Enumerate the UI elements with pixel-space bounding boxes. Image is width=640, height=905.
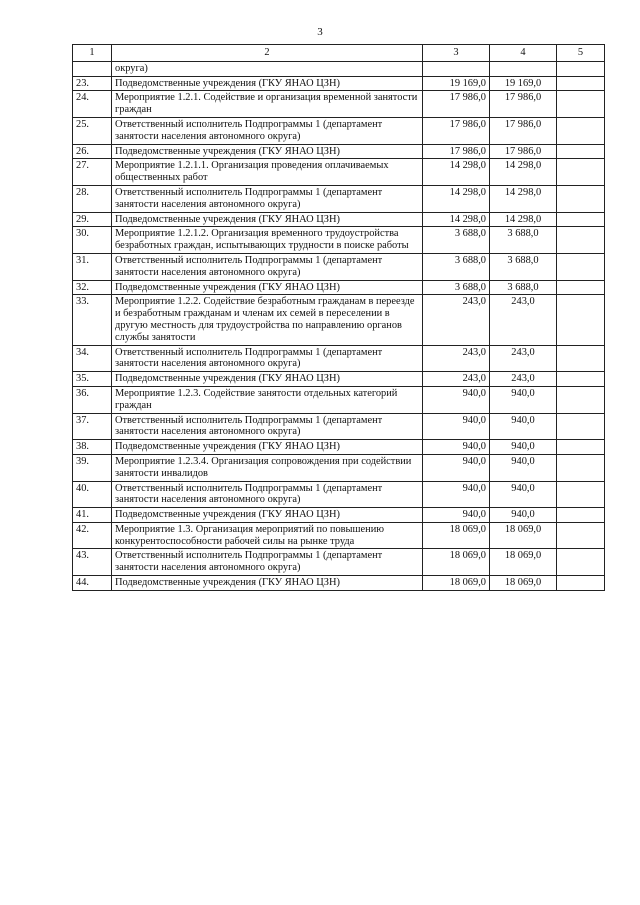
row-value-col3-cell: 940,0 — [423, 413, 490, 440]
row-value-col3-cell: 17 986,0 — [423, 117, 490, 144]
row-number-cell: 38. — [73, 440, 112, 455]
row-value-col3-cell: 14 298,0 — [423, 159, 490, 186]
column-header-2: 2 — [112, 45, 423, 62]
row-number-cell: 33. — [73, 295, 112, 345]
row-value-col4-cell: 940,0 — [490, 440, 557, 455]
row-number-cell — [73, 61, 112, 76]
row-value-col5-cell — [557, 280, 605, 295]
row-value-col3-cell: 18 069,0 — [423, 576, 490, 591]
row-number-cell: 30. — [73, 227, 112, 254]
row-value-col3-cell: 940,0 — [423, 386, 490, 413]
row-number-cell: 40. — [73, 481, 112, 508]
row-value-col3-cell: 19 169,0 — [423, 76, 490, 91]
row-number-cell: 42. — [73, 522, 112, 549]
row-value-col3-cell — [423, 61, 490, 76]
row-value-col4-cell: 17 986,0 — [490, 117, 557, 144]
row-value-col4-cell — [490, 61, 557, 76]
column-header-3: 3 — [423, 45, 490, 62]
row-value-col3-cell: 940,0 — [423, 440, 490, 455]
row-description-cell: Подведомственные учреждения (ГКУ ЯНАО ЦЗН) — [112, 508, 423, 523]
row-value-col5-cell — [557, 549, 605, 576]
row-number-cell: 39. — [73, 454, 112, 481]
table-row — [73, 481, 605, 508]
row-value-col5-cell — [557, 522, 605, 549]
row-value-col4-cell: 940,0 — [490, 454, 557, 481]
row-description-cell: Мероприятие 1.3. Организация мероприятий по повышению конкурентоспособности рабочей силы на рынке труда — [112, 522, 423, 549]
page-number: 3 — [317, 26, 323, 38]
row-value-col4-cell: 243,0 — [490, 345, 557, 372]
row-value-col5-cell — [557, 76, 605, 91]
row-value-col5-cell — [557, 91, 605, 118]
table-row — [73, 454, 605, 481]
row-value-col4-cell: 3 688,0 — [490, 227, 557, 254]
row-number-cell: 26. — [73, 144, 112, 159]
row-description-cell: Ответственный исполнитель Подпрограммы 1 (департамент занятости населения автономного округа) — [112, 481, 423, 508]
row-value-col5-cell — [557, 440, 605, 455]
table-row — [73, 413, 605, 440]
table-body — [73, 61, 605, 590]
row-description-cell: Подведомственные учреждения (ГКУ ЯНАО ЦЗН) — [112, 440, 423, 455]
row-value-col5-cell — [557, 386, 605, 413]
row-description-cell: Ответственный исполнитель Подпрограммы 1 (департамент занятости населения автономного округа) — [112, 117, 423, 144]
row-value-col5-cell — [557, 413, 605, 440]
row-description-cell: Подведомственные учреждения (ГКУ ЯНАО ЦЗН) — [112, 280, 423, 295]
row-value-col5-cell — [557, 159, 605, 186]
row-description-cell: Подведомственные учреждения (ГКУ ЯНАО ЦЗН) — [112, 212, 423, 227]
row-description-cell: Подведомственные учреждения (ГКУ ЯНАО ЦЗН) — [112, 144, 423, 159]
row-description-cell: Мероприятие 1.2.2. Содействие безработным гражданам в переезде и безработным гражданам и членам их семей в переселении в другую местность для трудоустройства по направлению органов службы занятости — [112, 295, 423, 345]
row-description-cell: Ответственный исполнитель Подпрограммы 1 (департамент занятости населения автономного округа) — [112, 345, 423, 372]
row-value-col3-cell: 18 069,0 — [423, 522, 490, 549]
row-number-cell: 23. — [73, 76, 112, 91]
row-value-col3-cell: 940,0 — [423, 508, 490, 523]
row-description-cell: Мероприятие 1.2.1. Содействие и организация временной занятости граждан — [112, 91, 423, 118]
row-description-cell: Ответственный исполнитель Подпрограммы 1 (департамент занятости населения автономного округа) — [112, 549, 423, 576]
row-value-col4-cell: 243,0 — [490, 295, 557, 345]
row-value-col4-cell: 14 298,0 — [490, 212, 557, 227]
column-header-1: 1 — [73, 45, 112, 62]
row-number-cell: 44. — [73, 576, 112, 591]
row-value-col5-cell — [557, 185, 605, 212]
table-row — [73, 440, 605, 455]
row-description-cell: Мероприятие 1.2.1.2. Организация временного трудоустройства безработных граждан, испытывающих трудности в поиске работы — [112, 227, 423, 254]
budget-table — [72, 44, 605, 591]
row-number-cell: 43. — [73, 549, 112, 576]
row-description-cell: Мероприятие 1.2.1.1. Организация проведения оплачиваемых общественных работ — [112, 159, 423, 186]
table-row — [73, 345, 605, 372]
row-value-col3-cell: 14 298,0 — [423, 212, 490, 227]
row-value-col5-cell — [557, 253, 605, 280]
table-row — [73, 372, 605, 387]
row-value-col5-cell — [557, 212, 605, 227]
row-description-cell: Ответственный исполнитель Подпрограммы 1 (департамент занятости населения автономного округа) — [112, 253, 423, 280]
row-value-col4-cell: 940,0 — [490, 481, 557, 508]
row-value-col4-cell: 18 069,0 — [490, 522, 557, 549]
row-value-col3-cell: 243,0 — [423, 372, 490, 387]
row-value-col4-cell: 19 169,0 — [490, 76, 557, 91]
row-value-col3-cell: 17 986,0 — [423, 91, 490, 118]
row-value-col5-cell — [557, 227, 605, 254]
row-value-col3-cell: 14 298,0 — [423, 185, 490, 212]
row-description-cell: Подведомственные учреждения (ГКУ ЯНАО ЦЗН) — [112, 76, 423, 91]
table-row — [73, 212, 605, 227]
row-number-cell: 29. — [73, 212, 112, 227]
table-header-row — [73, 45, 605, 62]
table-row — [73, 508, 605, 523]
row-value-col3-cell: 17 986,0 — [423, 144, 490, 159]
table-row — [73, 549, 605, 576]
row-number-cell: 27. — [73, 159, 112, 186]
table-row — [73, 61, 605, 76]
row-number-cell: 24. — [73, 91, 112, 118]
row-value-col4-cell: 18 069,0 — [490, 549, 557, 576]
row-value-col4-cell: 940,0 — [490, 386, 557, 413]
table-row — [73, 253, 605, 280]
row-value-col5-cell — [557, 481, 605, 508]
table-row — [73, 227, 605, 254]
row-number-cell: 37. — [73, 413, 112, 440]
row-value-col4-cell: 17 986,0 — [490, 91, 557, 118]
column-header-5: 5 — [557, 45, 605, 62]
table-row — [73, 576, 605, 591]
table-row — [73, 91, 605, 118]
row-description-cell: округа) — [112, 61, 423, 76]
row-value-col3-cell: 243,0 — [423, 295, 490, 345]
row-value-col3-cell: 940,0 — [423, 454, 490, 481]
table-row — [73, 76, 605, 91]
row-number-cell: 41. — [73, 508, 112, 523]
row-value-col4-cell: 940,0 — [490, 413, 557, 440]
row-number-cell: 25. — [73, 117, 112, 144]
row-value-col4-cell: 17 986,0 — [490, 144, 557, 159]
row-value-col4-cell: 18 069,0 — [490, 576, 557, 591]
row-value-col3-cell: 940,0 — [423, 481, 490, 508]
row-value-col4-cell: 14 298,0 — [490, 159, 557, 186]
row-number-cell: 31. — [73, 253, 112, 280]
row-value-col3-cell: 243,0 — [423, 345, 490, 372]
row-description-cell: Мероприятие 1.2.3.4. Организация сопровождения при содействии занятости инвалидов — [112, 454, 423, 481]
row-description-cell: Подведомственные учреждения (ГКУ ЯНАО ЦЗН) — [112, 372, 423, 387]
table-row — [73, 144, 605, 159]
row-value-col4-cell: 243,0 — [490, 372, 557, 387]
row-value-col4-cell: 14 298,0 — [490, 185, 557, 212]
row-value-col4-cell: 940,0 — [490, 508, 557, 523]
column-header-4: 4 — [490, 45, 557, 62]
row-value-col5-cell — [557, 295, 605, 345]
row-description-cell: Мероприятие 1.2.3. Содействие занятости отдельных категорий граждан — [112, 386, 423, 413]
row-value-col5-cell — [557, 372, 605, 387]
row-value-col5-cell — [557, 61, 605, 76]
row-number-cell: 34. — [73, 345, 112, 372]
row-description-cell: Ответственный исполнитель Подпрограммы 1 (департамент занятости населения автономного округа) — [112, 413, 423, 440]
row-number-cell: 32. — [73, 280, 112, 295]
row-value-col5-cell — [557, 508, 605, 523]
row-number-cell: 28. — [73, 185, 112, 212]
row-description-cell: Подведомственные учреждения (ГКУ ЯНАО ЦЗН) — [112, 576, 423, 591]
row-value-col5-cell — [557, 144, 605, 159]
table-row — [73, 185, 605, 212]
row-number-cell: 36. — [73, 386, 112, 413]
table-row — [73, 522, 605, 549]
row-value-col5-cell — [557, 576, 605, 591]
row-value-col4-cell: 3 688,0 — [490, 253, 557, 280]
row-value-col5-cell — [557, 117, 605, 144]
row-value-col4-cell: 3 688,0 — [490, 280, 557, 295]
table-row — [73, 280, 605, 295]
table-row — [73, 159, 605, 186]
row-value-col3-cell: 3 688,0 — [423, 253, 490, 280]
row-value-col3-cell: 3 688,0 — [423, 227, 490, 254]
row-value-col5-cell — [557, 454, 605, 481]
row-value-col3-cell: 18 069,0 — [423, 549, 490, 576]
row-number-cell: 35. — [73, 372, 112, 387]
row-description-cell: Ответственный исполнитель Подпрограммы 1 (департамент занятости населения автономного округа) — [112, 185, 423, 212]
table-row — [73, 295, 605, 345]
row-value-col5-cell — [557, 345, 605, 372]
row-value-col3-cell: 3 688,0 — [423, 280, 490, 295]
table-row — [73, 386, 605, 413]
table-row — [73, 117, 605, 144]
